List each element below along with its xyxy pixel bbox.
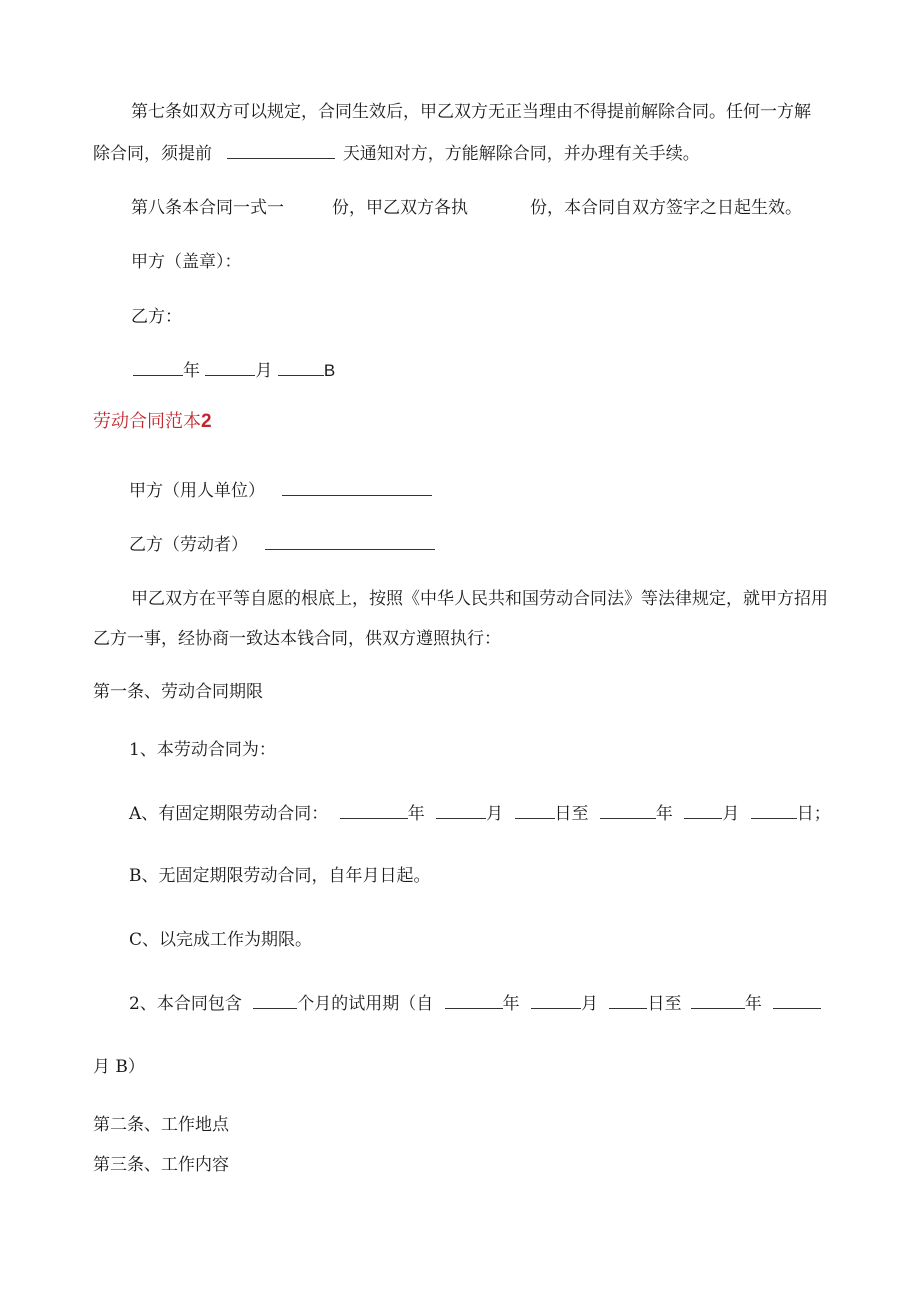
item-b: B、无固定期限劳动合同，自年月日起。 xyxy=(129,866,431,886)
start-month-blank xyxy=(436,801,486,819)
section-heading-text: 劳动合同范本 xyxy=(93,411,201,432)
article-8-line xyxy=(131,196,802,220)
trial-start-year-blank xyxy=(445,991,503,1009)
end-month-label: 月 xyxy=(722,804,740,824)
start-month-label: 月 xyxy=(486,804,504,824)
worker-blank xyxy=(265,532,435,550)
section-heading-number: 2 xyxy=(201,411,212,432)
end-year-blank xyxy=(600,801,656,819)
start-year-blank xyxy=(340,801,408,819)
item-2-line xyxy=(129,991,821,1016)
article-2-title: 第二条、工作地点 xyxy=(93,1115,229,1135)
start-day-blank xyxy=(515,801,555,819)
end-day-blank xyxy=(751,801,797,819)
notice-days-blank xyxy=(227,141,335,159)
day-blank xyxy=(278,358,324,376)
section-heading xyxy=(93,410,212,434)
trial-start-month-label: 月 xyxy=(581,994,599,1014)
trial-start-month-blank xyxy=(531,991,581,1009)
trial-months-blank xyxy=(253,991,297,1009)
article-1-title: 第一条、劳动合同期限 xyxy=(93,682,263,702)
start-year-label: 年 xyxy=(407,804,425,824)
trial-start-day-blank xyxy=(609,991,647,1009)
party-b-label: 乙方： xyxy=(131,307,182,327)
year-label: 年 xyxy=(183,361,200,381)
start-day-label: 日至 xyxy=(554,804,589,824)
end-year-label: 年 xyxy=(655,804,673,824)
article-8-text-c: 份，本合同自双方签字之日起生效。 xyxy=(530,198,802,218)
article-3-title: 第三条、工作内容 xyxy=(93,1155,229,1175)
intro-line-1: 甲乙双方在平等自愿的根底上，按照《中华人民共和国劳动合同法》等法律规定，就甲方招用 xyxy=(131,589,828,609)
employer-line xyxy=(129,478,432,503)
end-day-label: 日； xyxy=(796,804,831,824)
month-blank xyxy=(205,358,255,376)
party-a-seal-label: 甲方（盖章）： xyxy=(131,252,242,272)
year-blank xyxy=(133,358,183,376)
trial-end-month-blank xyxy=(773,991,821,1009)
day-label: B xyxy=(323,361,336,380)
sign-date-line xyxy=(133,358,335,383)
article-7-line-2 xyxy=(93,141,700,166)
article-8-text-a: 第八条本合同一式一 xyxy=(131,198,284,218)
trial-start-year-label: 年 xyxy=(502,994,520,1014)
trial-end-year-blank xyxy=(691,991,745,1009)
article-8-text-b: 份，甲乙双方各执 xyxy=(332,198,468,218)
item-c: C、以完成工作为期限。 xyxy=(129,930,313,950)
end-month-blank xyxy=(684,801,722,819)
employer-label: 甲方（用人单位） xyxy=(129,481,265,501)
article-7-text-b: 天通知对方，方能解除合同，并办理有关手续。 xyxy=(342,144,700,164)
item-2-continued: 月 B） xyxy=(93,1057,145,1077)
trial-start-day-label: 日至 xyxy=(647,994,682,1014)
item-2-trial-text: 个月的试用期（自 xyxy=(297,994,434,1014)
item-2-prefix: 2、本合同包含 xyxy=(129,994,242,1014)
worker-label: 乙方（劳动者） xyxy=(129,535,248,555)
employer-blank xyxy=(282,478,432,496)
article-7-line-1: 第七条如双方可以规定，合同生效后，甲乙双方无正当理由不得提前解除合同。任何一方解 xyxy=(131,102,811,122)
trial-end-year-label: 年 xyxy=(744,994,762,1014)
item-a-line xyxy=(129,801,831,826)
item-1: 1、本劳动合同为： xyxy=(129,740,276,760)
worker-line xyxy=(129,532,435,557)
item-a-prefix: A、有固定期限劳动合同： xyxy=(129,804,329,824)
intro-line-2: 乙方一事，经协商一致达本钱合同，供双方遵照执行： xyxy=(93,629,501,649)
article-7-text-a: 除合同，须提前 xyxy=(93,144,212,164)
month-label: 月 xyxy=(255,361,273,381)
